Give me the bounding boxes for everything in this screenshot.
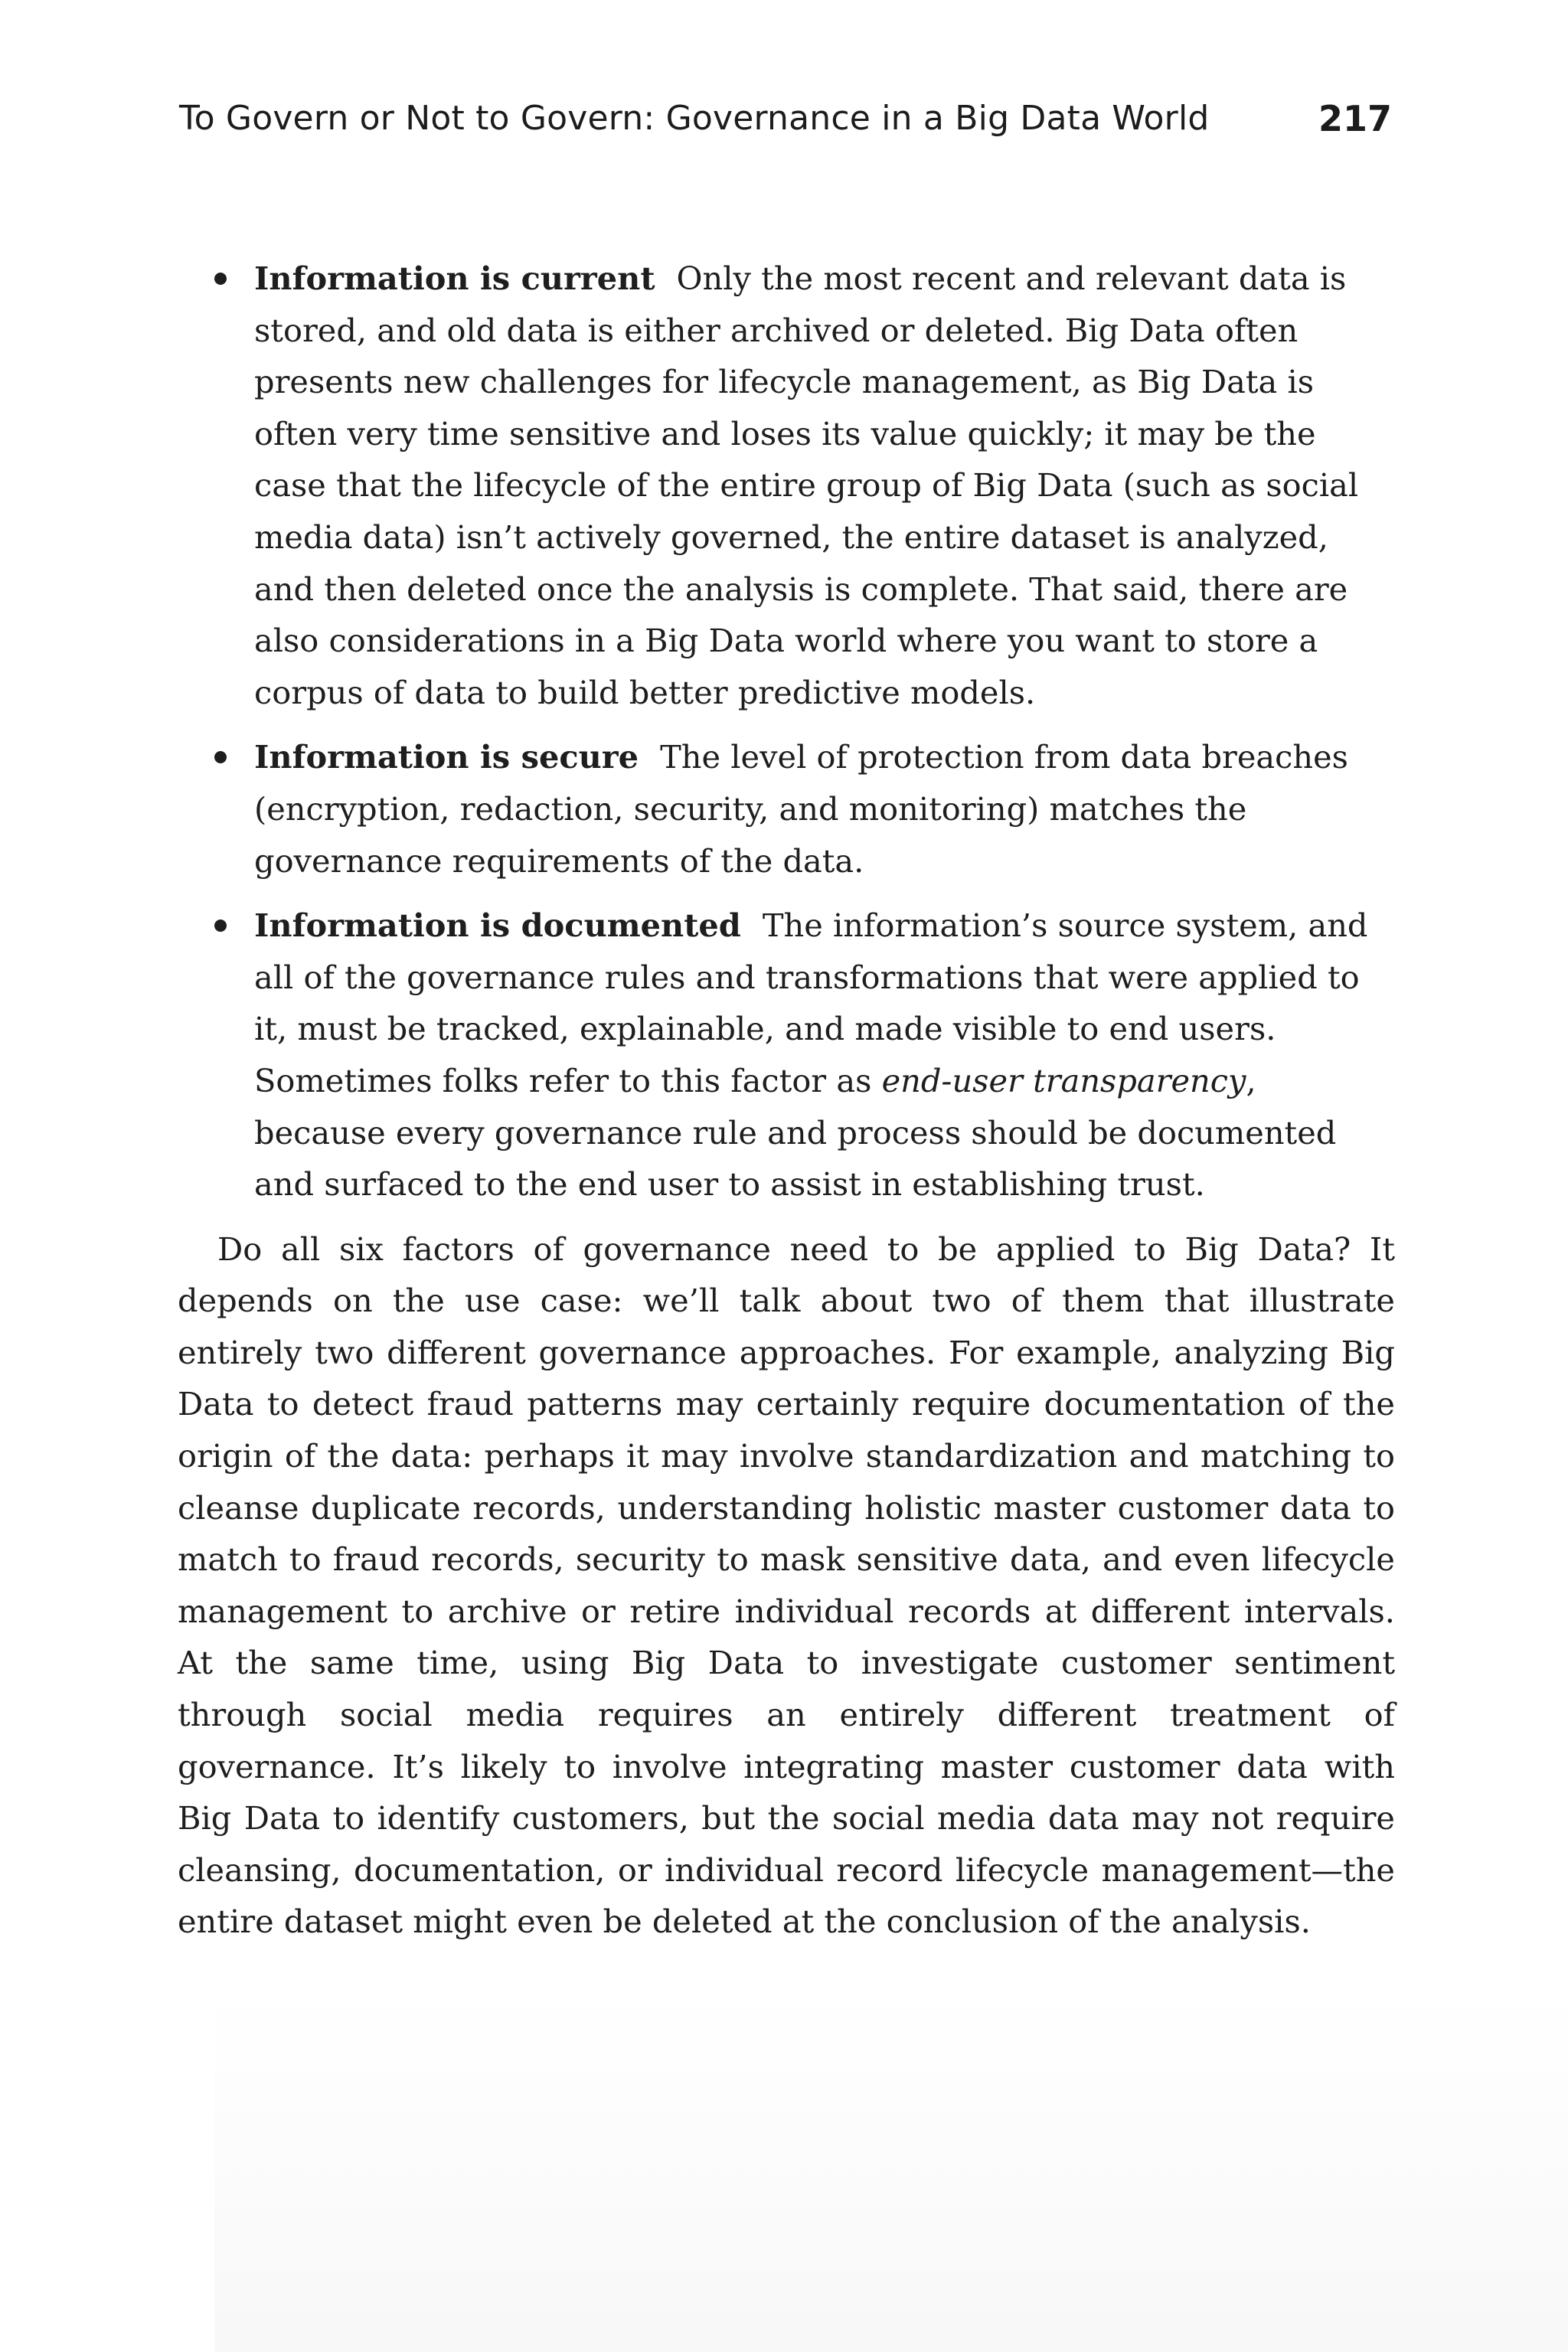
bullet-term: Information is documented: [254, 906, 741, 945]
bullet-text-italic: end-user transparency: [881, 1061, 1246, 1099]
bullet-list: [178, 253, 1395, 1210]
bullet-item-secure: [178, 731, 1395, 887]
bullet-dot-icon: [214, 920, 227, 932]
body-text: [178, 253, 1395, 1948]
bullet-text: Only the most recent and relevant data is stored, and old data is either archived or deleted. Big Data often presents new challenges for lifecycle management, as Big Data is often very time sensitive and loses its value quickly; it may be the case that the lifecycle of the entire group of Big Data (such as social media data) isn’t actively governed, the entire dataset is analyzed, and then deleted once the analysis is complete. That said, there are also considerations in a Big Data world where you want to store a corpus of data to build better predictive models.: [254, 260, 1359, 711]
bullet-text: The level of protection from data breaches (encryption, redaction, security, and monitoring) matches the governance requirements of the data.: [254, 738, 1348, 880]
running-header: [179, 92, 1392, 145]
bullet-term: Information is secure: [254, 738, 639, 776]
bullet-dot-icon: [214, 751, 227, 763]
bullet-item-documented: [178, 900, 1395, 1210]
body-paragraph: Do all six factors of governance need to be applied to Big Data? It depends on the use case: we’ll talk about two of them that illustrate entirely two different governance approaches. For example, analyzing Big Data to detect fraud patterns may certainly require documentation of the origin of the data: perhaps it may involve standardization and matching to cleanse duplicate records, understanding holistic master customer data to match to fraud records, security to mask sensitive data, and even lifecycle management to archive or retire individual records at different intervals. At the same time, using Big Data to investigate customer sentiment through social media requires an entirely different treatment of governance. It’s likely to involve integrating master customer data with Big Data to identify customers, but the social media data may not require cleansing, documentation, or individual record lifecycle management—the entire dataset might even be deleted at the conclusion of the analysis.: [178, 1230, 1395, 1941]
bullet-text: , because every governance rule and process should be documented and surfaced to the end user to assist in establishing trust.: [254, 1061, 1337, 1204]
bullet-text: The information’s source system, and all of the governance rules and transformations that were applied to it, must be tracked, explainable, and made visible to end users. Sometimes folks refer to this factor as: [254, 906, 1368, 1099]
bullet-dot-icon: [214, 273, 227, 285]
scan-shade: [214, 1991, 1568, 2352]
bullet-term: Information is current: [254, 260, 655, 297]
bullet-item-current: [178, 253, 1395, 718]
running-title: To Govern or Not to Govern: Governance in a Big Data World: [179, 99, 1210, 138]
page-number: 217: [1318, 98, 1392, 139]
